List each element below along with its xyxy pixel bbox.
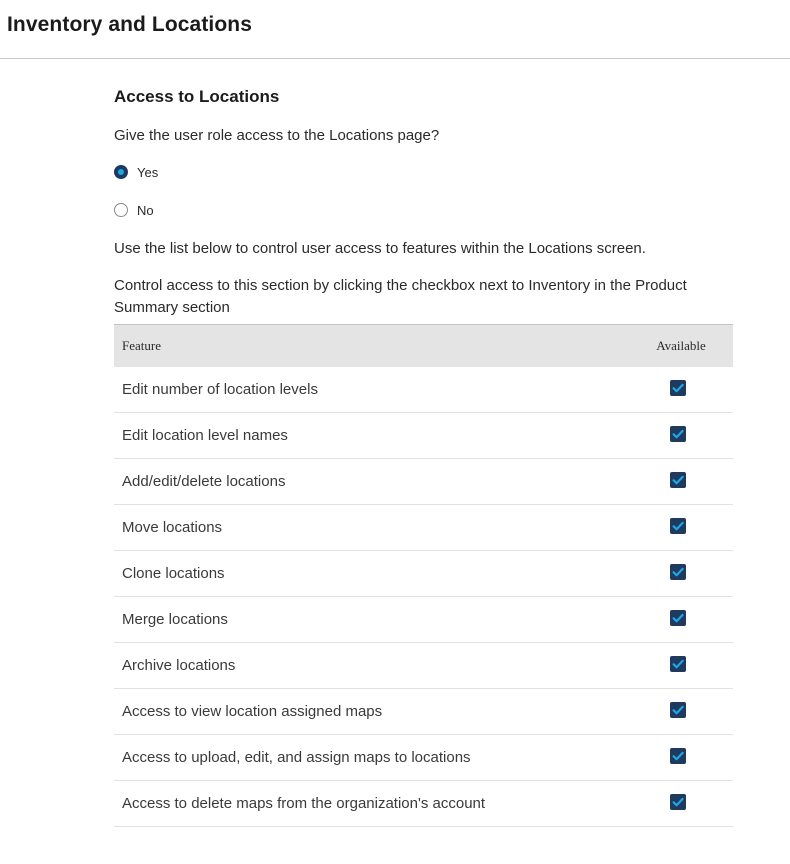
feature-name: Edit location level names: [114, 413, 629, 459]
checkbox-checked-icon[interactable]: [670, 748, 686, 764]
feature-available-cell: [629, 689, 733, 735]
checkbox-checked-icon[interactable]: [670, 564, 686, 580]
radio-label-no: No: [137, 202, 154, 218]
feature-name: Edit number of location levels: [114, 367, 629, 413]
table-row: [114, 735, 733, 781]
radio-selected-icon[interactable]: [114, 165, 128, 179]
checkbox-checked-icon[interactable]: [670, 656, 686, 672]
checkbox-checked-icon[interactable]: [670, 794, 686, 810]
access-question: Give the user role access to the Locations page?: [114, 127, 440, 144]
feature-name: Merge locations: [114, 597, 629, 643]
column-header-available: Available: [629, 325, 733, 368]
table-row: [114, 505, 733, 551]
checkbox-checked-icon[interactable]: [670, 518, 686, 534]
table-row: [114, 597, 733, 643]
feature-name: Access to upload, edit, and assign maps to locations: [114, 735, 629, 781]
feature-available-cell: [629, 505, 733, 551]
checkbox-checked-icon[interactable]: [670, 472, 686, 488]
column-header-feature: Feature: [114, 325, 629, 368]
features-table: [114, 324, 733, 827]
table-row: [114, 643, 733, 689]
feature-available-cell: [629, 551, 733, 597]
page-title: Inventory and Locations: [7, 13, 252, 36]
feature-available-cell: [629, 735, 733, 781]
control-note-text: Control access to this section by clicking the checkbox next to Inventory in the Product Summary section: [114, 277, 687, 316]
radio-unselected-icon[interactable]: [114, 203, 128, 217]
table-row: [114, 689, 733, 735]
feature-name: Add/edit/delete locations: [114, 459, 629, 505]
feature-available-cell: [629, 781, 733, 827]
radio-label-yes: Yes: [137, 164, 159, 180]
table-header: [114, 325, 733, 368]
checkbox-checked-icon[interactable]: [670, 426, 686, 442]
section-title: Access to Locations: [114, 87, 280, 106]
checkbox-checked-icon[interactable]: [670, 702, 686, 718]
feature-available-cell: [629, 459, 733, 505]
feature-name: Clone locations: [114, 551, 629, 597]
checkbox-checked-icon[interactable]: [670, 610, 686, 626]
radio-option-no[interactable]: [114, 200, 734, 220]
feature-available-cell: [629, 643, 733, 689]
table-row: [114, 551, 733, 597]
feature-name: Move locations: [114, 505, 629, 551]
feature-available-cell: [629, 413, 733, 459]
table-row: [114, 459, 733, 505]
radio-option-yes[interactable]: [114, 162, 734, 182]
checkbox-checked-icon[interactable]: [670, 380, 686, 396]
feature-name: Archive locations: [114, 643, 629, 689]
feature-available-cell: [629, 597, 733, 643]
feature-name: Access to view location assigned maps: [114, 689, 629, 735]
page-header: [0, 0, 790, 59]
table-row: [114, 413, 733, 459]
access-radio-group: [114, 162, 734, 220]
instructions-text: Use the list below to control user access to features within the Locations screen.: [114, 240, 646, 257]
locations-access-section: [114, 86, 734, 827]
table-row: [114, 781, 733, 827]
table-row: [114, 367, 733, 413]
feature-available-cell: [629, 367, 733, 413]
table-body: [114, 367, 733, 827]
feature-name: Access to delete maps from the organization's account: [114, 781, 629, 827]
